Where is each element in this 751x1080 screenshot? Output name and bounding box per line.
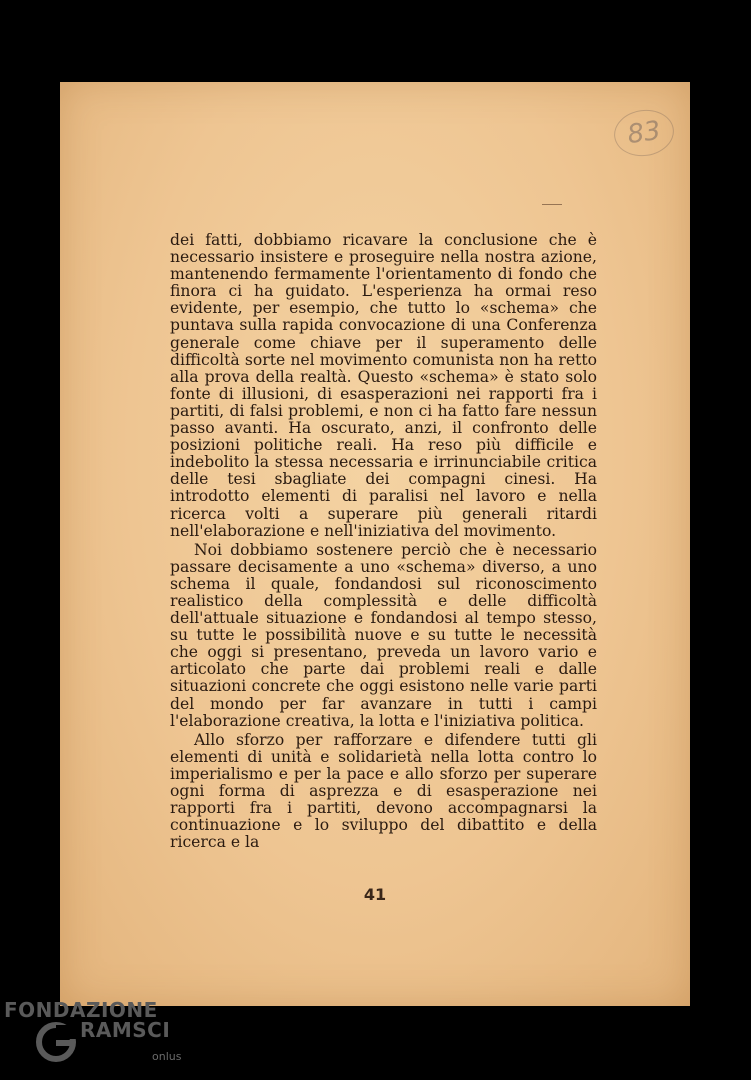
logo-sub: onlus <box>152 1050 182 1063</box>
logo-line2: RAMSCI <box>80 1018 171 1042</box>
paragraph-3: Allo sforzo per rafforzare e difendere tutti gli elementi di unità e solidarietà nella lotta contro lo imperialismo e per la pace e allo sforzo per superare ogni forma di asprezza e di esasperazione nei rapporti fra i partiti, devono accompagnarsi la continuazione e lo sviluppo del dibattito e della ricerca e la <box>170 730 597 852</box>
document-page <box>60 82 690 1006</box>
page-number: 41 <box>363 885 387 904</box>
archive-number-stamp: 83 <box>611 106 677 160</box>
page-mark <box>542 204 562 205</box>
paragraph-1: dei fatti, dobbiamo ricavare la conclusione che è necessario insistere e proseguire nella nostra azione, mantenendo fermamente l'orientamento di fondo che finora ci ha guidato. L'esperienza ha ormai reso evidente, per esempio, che tutto lo «schema» che puntava sulla rapida convocazione di una Conferenza generale come chiave per il superamento delle difficoltà sorte nel movimento comunista non ha retto alla prova della realtà. Questo «schema» è stato solo fonte di illusioni, di esasperazioni nei rapporti fra i partiti, di falsi problemi, e non ci ha fatto fare nessun passo avanti. Ha oscurato, anzi, il confronto delle posizioni politiche reali. Ha reso più difficile e indebolito la stessa necessaria e irrinunciabile critica delle tesi sbagliate dei compagni cinesi. Ha introdotto elementi di paralisi nel lavoro e nella ricerca volti a superare più generali ritardi nell'elaborazione e nell'iniziativa del movimento. <box>170 231 597 540</box>
logo-line1: FONDAZIONE <box>4 998 158 1022</box>
body-text <box>170 232 597 851</box>
paragraph-2: Noi dobbiamo sostenere perciò che è necessario passare decisamente a uno «schema» diverso, a uno schema il quale, fondandosi sul riconoscimento realistico della complessità e delle difficoltà dell'attuale situazione e fondandosi al tempo stesso, su tutte le possibilità nuove e su tutte le necessità che oggi si presentano, preveda un lavoro vario e articolato che parte dai problemi reali e dalle situazioni concrete che oggi esistono nelle varie parti del mondo per far avanzare in tutti i campi l'elaborazione creativa, la lotta e l'iniziativa politica. <box>170 540 597 730</box>
fondazione-gramsci-logo <box>4 998 194 1078</box>
gramsci-g-logo-icon <box>34 1020 78 1064</box>
